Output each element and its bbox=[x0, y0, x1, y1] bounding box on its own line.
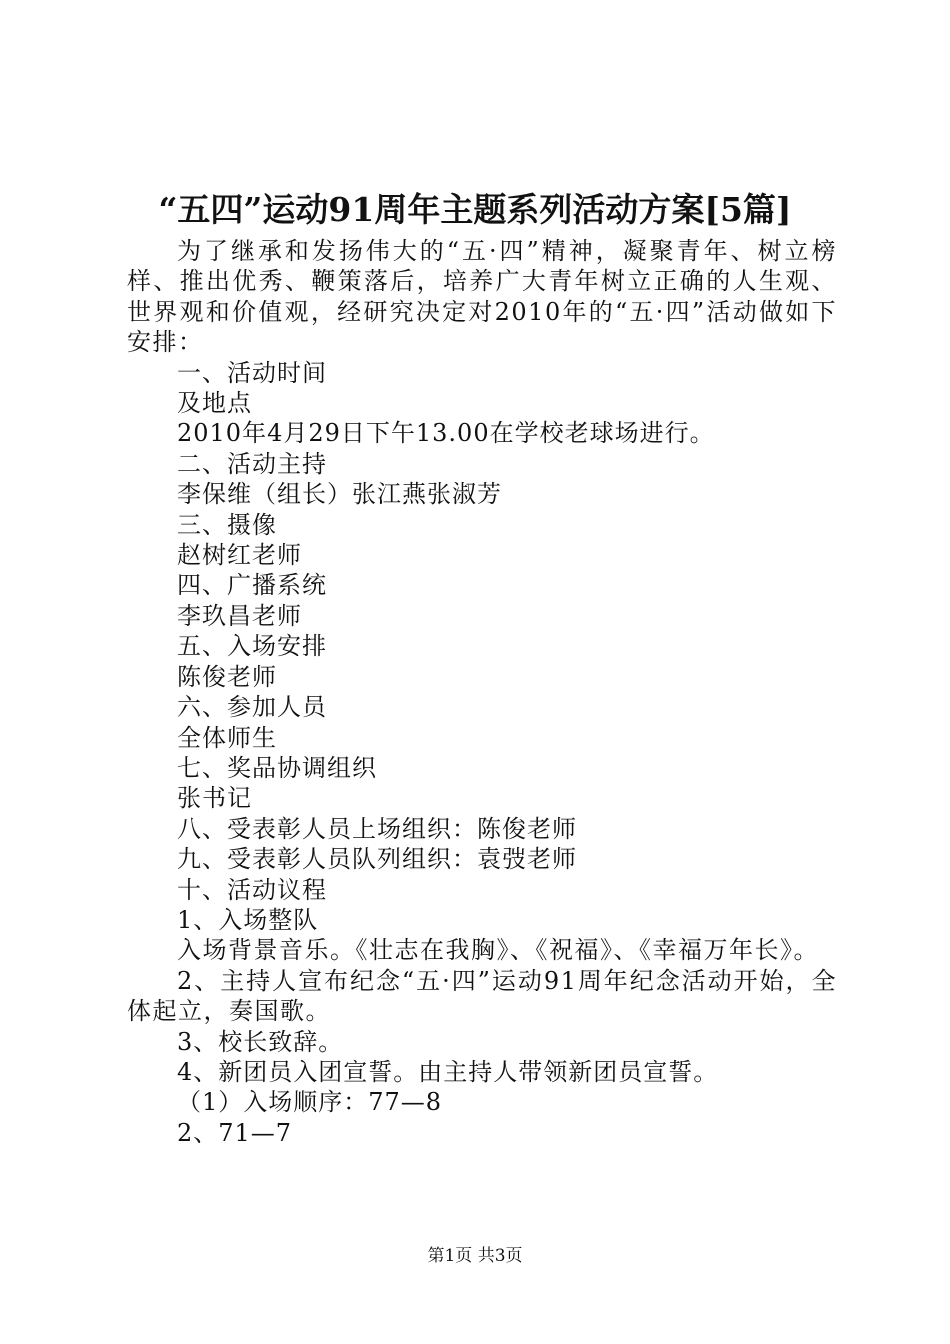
section-heading-time: 一、活动时间 bbox=[177, 358, 327, 387]
section-heading-camera: 三、摄像 bbox=[177, 510, 277, 539]
text-line: （1）入场顺序：77—8 bbox=[177, 1088, 443, 1117]
text-line: 李玖昌老师 bbox=[177, 601, 302, 630]
document-title: “五四”运动91周年主题系列活动方案[5篇] bbox=[158, 190, 792, 229]
agenda-item: 3、校长致辞。 bbox=[177, 1027, 344, 1056]
agenda-item: 1、入场整队 bbox=[177, 905, 319, 934]
host-paragraph: 2、主持人宣布纪念“五·四”运动91周年纪念活动开始，全体起立，奏国歌。 bbox=[127, 966, 837, 1026]
intro-paragraph: 为了继承和发扬伟大的“五·四”精神，凝聚青年、树立榜样、推出优秀、鞭策落后，培养广大青年树立正确的人生观、世界观和价值观，经研究决定对2010年的“五·四”活动做如下安排： bbox=[127, 237, 837, 357]
section-heading-formation: 九、受表彰人员队列组织：袁弢老师 bbox=[177, 845, 577, 874]
text-line: 2010年4月29日下午13.00在学校老球场进行。 bbox=[177, 419, 715, 448]
page-footer: 第1页 共3页 bbox=[427, 1246, 523, 1266]
section-heading-entry: 五、入场安排 bbox=[177, 632, 327, 661]
music-paragraph: 入场背景音乐。《壮志在我胸》、《祝福》、《幸福万年长》。 bbox=[177, 936, 819, 965]
text-line: 全体师生 bbox=[177, 723, 277, 752]
text-line: 及地点 bbox=[177, 389, 252, 418]
document-body bbox=[127, 236, 837, 1148]
text-line: 李保维（组长）张江燕张淑芳 bbox=[177, 480, 502, 509]
text-line: 张书记 bbox=[177, 784, 252, 813]
agenda-item: 4、新团员入团宣誓。由主持人带领新团员宣誓。 bbox=[177, 1057, 719, 1086]
text-line: 赵树红老师 bbox=[177, 541, 302, 570]
section-heading-awardees: 八、受表彰人员上场组织：陈俊老师 bbox=[177, 814, 577, 843]
section-heading-prizes: 七、奖品协调组织 bbox=[177, 753, 377, 782]
section-heading-agenda: 十、活动议程 bbox=[177, 875, 327, 904]
text-line: 陈俊老师 bbox=[177, 662, 277, 691]
section-heading-host: 二、活动主持 bbox=[177, 449, 327, 478]
text-line: 2、71—7 bbox=[177, 1118, 293, 1147]
section-heading-participants: 六、参加人员 bbox=[177, 693, 327, 722]
section-heading-broadcast: 四、广播系统 bbox=[177, 571, 327, 600]
